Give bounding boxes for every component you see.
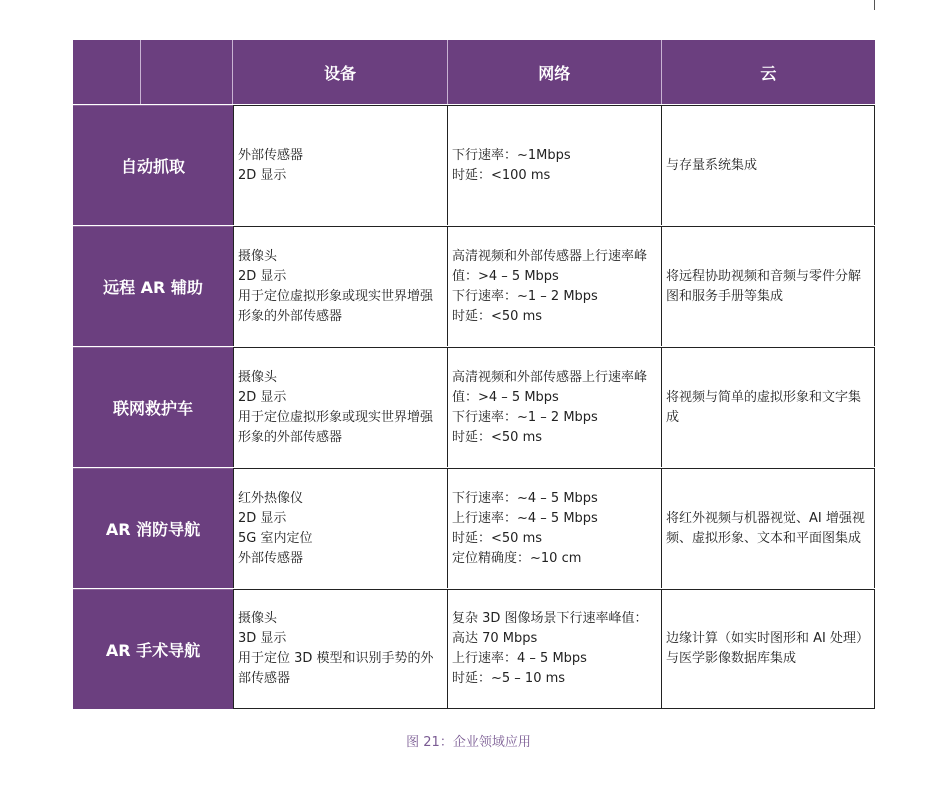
header-corner-left: [73, 40, 141, 104]
cell-line: 用于定位 3D 模型和识别手势的外: [238, 651, 434, 666]
header-device: 设备: [233, 40, 447, 104]
row-label: AR 手术导航: [73, 589, 233, 709]
cell-line: 摄像头: [238, 611, 278, 626]
cell-line: 摄像头: [238, 248, 278, 264]
cell-line: 边缘计算（如实时图形和 AI 处理）: [666, 631, 869, 646]
cell-line: 部传感器: [238, 671, 291, 686]
cell-line: 摄像头: [238, 369, 278, 385]
cell-line: 与医学影像数据库集成: [666, 651, 797, 666]
cell-line: 频、虚拟形象、文本和平面图集成: [666, 530, 862, 546]
cell-line: 高清视频和外部传感器上行速率峰: [452, 248, 648, 264]
cell-line: 2D 显示: [238, 389, 287, 405]
device-cell: [233, 105, 447, 225]
cell-line: 将远程协助视频和音频与零件分解: [666, 268, 862, 284]
cell-line: 值：>4 – 5 Mbps: [452, 268, 559, 284]
row-label: 自动抓取: [73, 105, 233, 225]
cell-line: 5G 室内定位: [238, 530, 313, 546]
cell-line: 成: [666, 409, 680, 425]
device-cell: [233, 468, 447, 588]
cell-line: 红外热像仪: [238, 490, 304, 506]
cell-line: 复杂 3D 图像场景下行速率峰值：: [452, 611, 648, 626]
cell-line: 与存量系统集成: [666, 157, 758, 173]
cell-line: 下行速率：~4 – 5 Mbps: [452, 490, 598, 506]
cell-line: 时延：<50 ms: [452, 530, 543, 546]
network-cell: [447, 105, 661, 225]
cell-line: 用于定位虚拟形象或现实世界增强: [238, 288, 434, 304]
device-cell: [233, 226, 447, 346]
network-cell: [447, 468, 661, 588]
table-header-row: [73, 40, 875, 104]
header-network: 网络: [448, 40, 662, 104]
cloud-cell: [661, 226, 875, 346]
table-row: [73, 588, 875, 709]
cell-line: 高达 70 Mbps: [452, 631, 538, 646]
cell-line: 2D 显示: [238, 268, 287, 284]
table-row: [73, 225, 875, 346]
cell-line: 定位精确度：~10 cm: [452, 550, 582, 566]
cell-line: 时延：~5 – 10 ms: [452, 671, 566, 686]
cell-line: 形象的外部传感器: [238, 308, 343, 324]
page-edge-marker: [874, 0, 875, 10]
device-cell: [233, 347, 447, 467]
cell-line: 形象的外部传感器: [238, 429, 343, 445]
table-row: [73, 104, 875, 225]
cell-line: 上行速率：~4 – 5 Mbps: [452, 510, 598, 526]
cell-line: 将红外视频与机器视觉、AI 增强视: [666, 510, 865, 526]
cell-line: 时延：<50 ms: [452, 308, 543, 324]
cell-line: 下行速率：~1 – 2 Mbps: [452, 409, 598, 425]
header-corner-right: [141, 40, 234, 104]
cell-line: 时延：<100 ms: [452, 167, 551, 183]
cloud-cell: [661, 589, 875, 709]
enterprise-applications-table: [73, 40, 875, 709]
cell-line: 外部传感器: [238, 147, 304, 163]
row-label: 联网救护车: [73, 347, 233, 467]
cloud-cell: [661, 347, 875, 467]
row-label: AR 消防导航: [73, 468, 233, 588]
cell-line: 下行速率：~1 – 2 Mbps: [452, 288, 598, 304]
cell-line: 图和服务手册等集成: [666, 288, 784, 304]
figure-caption: 图 21：企业领域应用: [406, 735, 531, 750]
cell-line: 时延：<50 ms: [452, 429, 543, 445]
cell-line: 2D 显示: [238, 167, 287, 183]
table-row: [73, 346, 875, 467]
row-label: 远程 AR 辅助: [73, 226, 233, 346]
cell-line: 将视频与简单的虚拟形象和文字集: [666, 389, 862, 405]
device-cell: [233, 589, 447, 709]
cell-line: 上行速率：4 – 5 Mbps: [452, 651, 587, 666]
network-cell: [447, 589, 661, 709]
table-row: [73, 467, 875, 588]
header-cloud: 云: [760, 63, 777, 83]
cell-line: 下行速率：~1Mbps: [452, 147, 571, 163]
cell-line: 值：>4 – 5 Mbps: [452, 389, 559, 405]
cloud-cell: [661, 468, 875, 588]
cell-line: 3D 显示: [238, 631, 287, 646]
cell-line: 高清视频和外部传感器上行速率峰: [452, 369, 648, 385]
cell-line: 用于定位虚拟形象或现实世界增强: [238, 409, 434, 425]
cloud-cell: [661, 105, 875, 225]
network-cell: [447, 226, 661, 346]
network-cell: [447, 347, 661, 467]
cell-line: 2D 显示: [238, 510, 287, 526]
cell-line: 外部传感器: [238, 550, 304, 566]
